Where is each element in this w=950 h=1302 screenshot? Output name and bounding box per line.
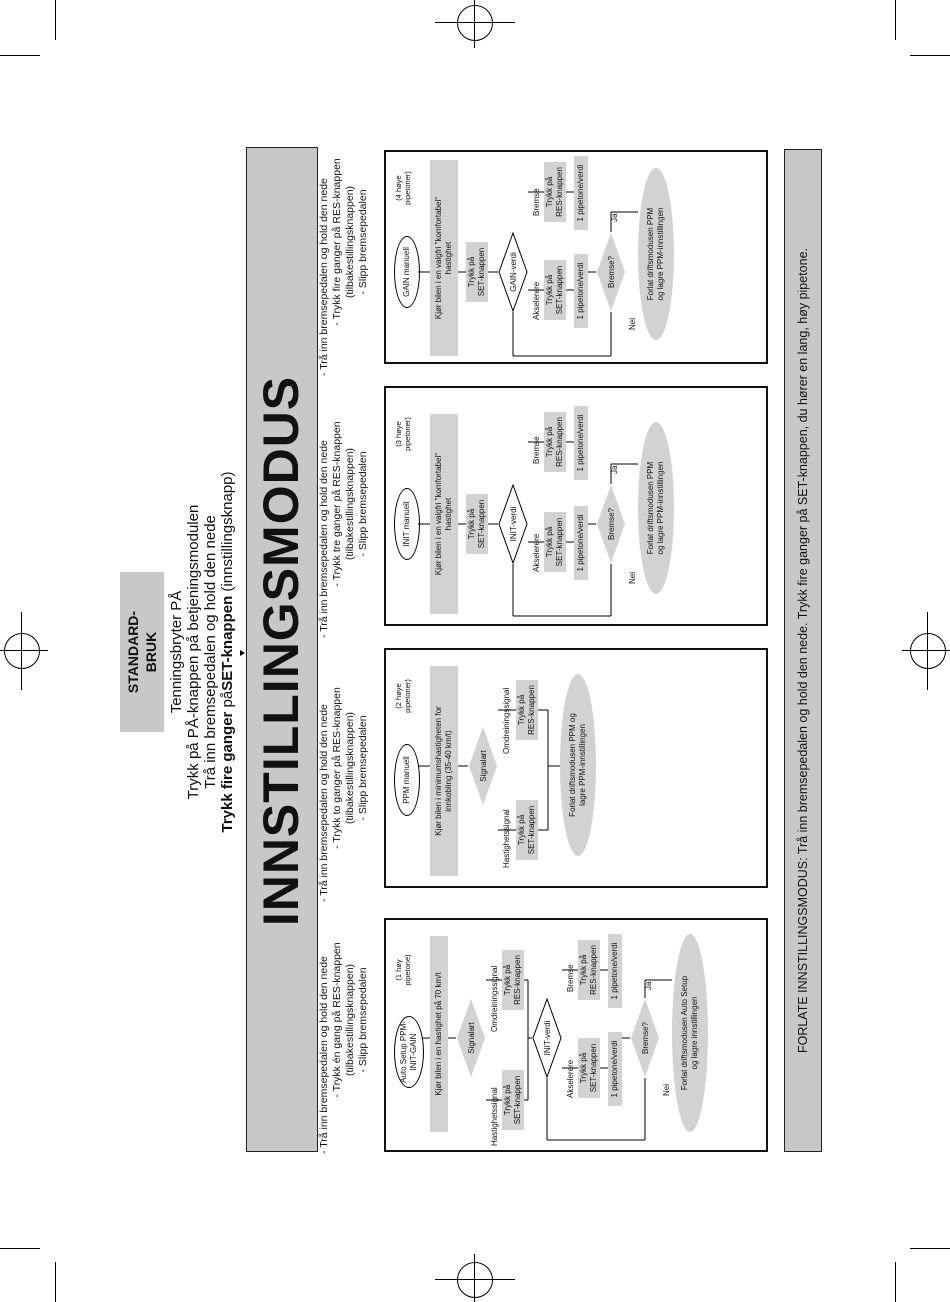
panel-ppm-manual — [384, 648, 768, 888]
panel-gain-manual — [384, 150, 768, 364]
start-node: PPM manuell — [394, 744, 420, 816]
gain-value-decision: GAIN-verdi — [498, 232, 528, 312]
drive-instruction: Kjør bilen i en hastighet på 70 km/t — [430, 936, 448, 1132]
end-node: Forlat driftsmodusen PPM og lagre PPM-innstillingen — [638, 422, 674, 594]
drive-instruction: Kjør bilen i minimumshastigheten for innkobling (35-40 km/t) — [430, 666, 458, 876]
panel-auto-setup — [384, 918, 768, 1152]
press-set-box-2: Trykk på SET-knappen — [578, 1038, 600, 1098]
step-on-button: Trykk på PÅ-knappen på betjeningsmodulen — [185, 504, 202, 800]
press-res-box: Trykk på RES-knappen — [516, 680, 538, 740]
accelerate-label: Akselerere — [532, 533, 541, 572]
brake-decision: Bremse? — [596, 484, 626, 564]
drive-instruction: Kjør bilen i en valgfri "komfortabel" hastighet — [430, 414, 458, 614]
no-label: Nei — [628, 317, 637, 330]
press-res-box-2: Trykk på RES-knappen — [544, 412, 566, 472]
beep-per-value-2: 1 pipetone/verdi — [608, 934, 622, 1008]
end-node: Forlat driftsmodusen PPM og lagre PPM-innstillingen — [638, 168, 674, 340]
panel-init-manual — [384, 386, 768, 626]
start-node: Auto Setup PPM- INIT-GAIN — [394, 1016, 424, 1088]
signal-type-decision: Signalart — [468, 726, 498, 806]
beep-note: (3 høye pipetoner) — [394, 417, 412, 451]
press-res-box: Trykk på RES-knappen — [502, 950, 524, 1010]
rpm-signal-label: Omdreiningssignal — [490, 965, 499, 1032]
brake-label: Bremse — [566, 964, 575, 992]
brake-decision: Bremse? — [596, 232, 626, 312]
yes-label: Ja — [610, 213, 619, 222]
down-arrow-icon — [240, 650, 245, 656]
rpm-signal-label: Omdreiningssignal — [502, 687, 511, 754]
flow-arrows — [386, 388, 766, 624]
start-node: GAIN manuell — [394, 236, 420, 308]
brake-label: Bremse — [532, 188, 541, 216]
flow-arrows — [386, 152, 766, 362]
press-res-box-2: Trykk på RES-knappen — [544, 162, 566, 222]
column-3-instructions: - Trå inn bremsepedalen og hold den nede - Trykk tre ganger på RES-knappen (tilbakestillingsknappen) - Slipp bremsepedalen — [318, 421, 369, 638]
step-set-four-times: Trykk fire ganger påSET-knappen (innstillingsknapp) — [219, 471, 236, 833]
press-set-box: Trykk på SET-knappen — [466, 242, 488, 302]
step-ignition: Tenningsbryter PÅ — [168, 590, 185, 714]
step-brake: Trå inn bremsepedalen og hold den nede — [202, 515, 219, 789]
column-2-instructions: - Trå inn bremsepedalen og hold den nede - Trykk to ganger på RES-knappen (tilbakestillingsknappen) - Slipp bremsepedalen — [318, 687, 369, 902]
end-node: Forlat driftsmodusen PPM og lagre PPM-innstillingen — [560, 674, 596, 856]
signal-type-decision: Signalart — [456, 998, 486, 1078]
column-1-instructions: - Trå inn bremsepedalen og hold den nede - Trykk én gang på RES-knappen (tilbakestillingsknappen) - Slipp bremsepedalen — [318, 942, 369, 1154]
beep-note: (4 høye pipetoner) — [394, 171, 412, 205]
beep-note: (1 høy pipetone) — [394, 954, 412, 986]
end-node: Forlat driftsmodusen Auto Setup og lagre innstillingen — [672, 934, 708, 1132]
speed-signal-label: Hastighetssignal — [502, 809, 511, 868]
press-set-box: Trykk på SET-knappen — [502, 1070, 524, 1130]
accelerate-label: Akselerere — [532, 281, 541, 320]
beep-per-value-2: 1 pipetone/verdi — [574, 156, 588, 230]
beep-per-value-2: 1 pipetone/verdi — [574, 406, 588, 480]
beep-per-value-1: 1 pipetone/verdi — [608, 1032, 622, 1106]
drive-instruction: Kjør bilen i en valgfri "komfortabel" hastighet — [430, 160, 458, 356]
beep-per-value-1: 1 pipetone/verdi — [574, 506, 588, 580]
press-set-box: Trykk på SET-knappen — [466, 494, 488, 554]
flow-arrows — [386, 650, 766, 886]
press-set-box-2: Trykk på SET-knappen — [544, 512, 566, 572]
flow-arrows — [386, 920, 766, 1150]
beep-note: (2 høye pipetoner) — [394, 679, 412, 713]
standard-steps — [168, 382, 236, 922]
press-set-box-2: Trykk på SET-knappen — [544, 260, 566, 320]
accelerate-label: Akselerere — [566, 1059, 575, 1098]
standard-use-label: STANDARD- BRUK — [120, 572, 164, 732]
yes-label: Ja — [644, 981, 653, 990]
init-value-decision: INIT-verdi — [532, 998, 562, 1078]
start-node: INIT manuell — [394, 488, 420, 560]
yes-label: Ja — [610, 465, 619, 474]
press-set-box: Trykk på SET-knappen — [516, 800, 538, 860]
exit-settings-footer: FORLATE INNSTILLINGSMODUS: Trå inn bremsepedalen og hold den nede. Trykk fire ganger på SET-knappen, du hører en lang, høy pipetone. — [784, 149, 822, 1152]
no-label: Nei — [662, 1083, 671, 1096]
settings-mode-title: INNSTILLINGSMODUS — [253, 375, 309, 927]
brake-decision: Bremse? — [630, 998, 660, 1078]
beep-per-value-1: 1 pipetone/verdi — [574, 254, 588, 328]
init-value-decision: INIT-verdi — [498, 484, 528, 564]
column-4-instructions: - Trå inn bremsepedalen og hold den nede - Trykk fire ganger på RES-knappen (tilbakestillingsknappen) - Slipp bremsepedalen — [318, 158, 369, 376]
brake-label: Bremse — [532, 436, 541, 464]
speed-signal-label: Hastighetssignal — [490, 1087, 499, 1146]
press-res-box-2: Trykk på RES-knappen — [578, 940, 600, 1000]
no-label: Nei — [628, 571, 637, 584]
